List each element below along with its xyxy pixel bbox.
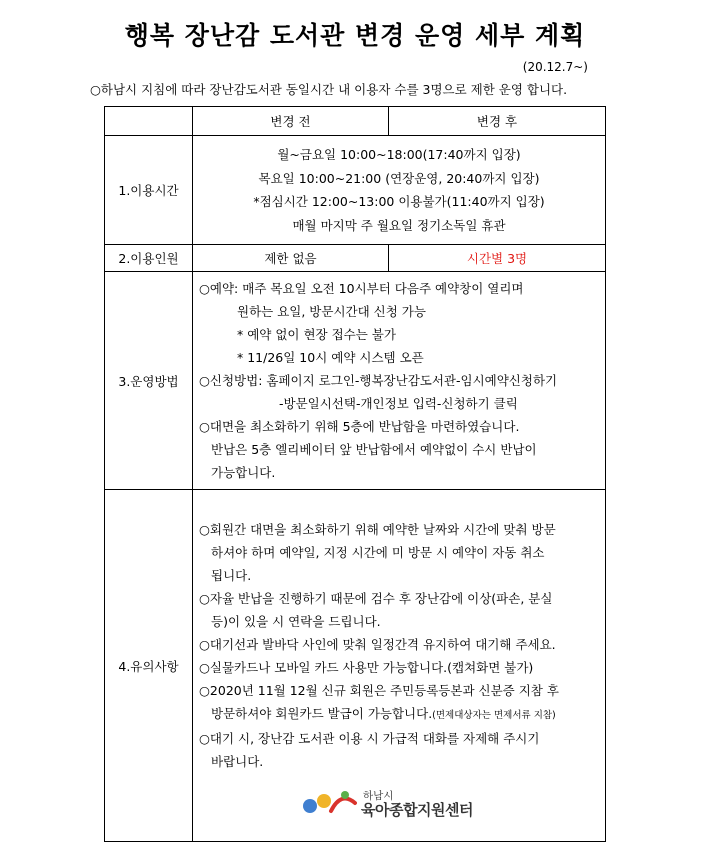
hours-line: 월~금요일 10:00~18:00(17:40까지 입장) <box>277 147 521 162</box>
center-logo-mark-icon <box>301 787 357 819</box>
center-logo <box>199 787 605 819</box>
notes-line: 됩니다. <box>211 568 252 583</box>
document-title: 행복 장난감 도서관 변경 운영 세부 계획 <box>124 21 586 50</box>
notes-line: ○대기선과 발바닥 사인에 맞춰 일정간격 유지하여 대기해 주세요. <box>199 637 556 652</box>
effective-date: (20.12.7~) <box>522 60 588 74</box>
method-line: * 예약 없이 현장 접수는 불가 <box>237 327 396 342</box>
header-blank-cell <box>105 107 193 136</box>
capacity-before: 제한 없음 <box>193 245 389 272</box>
method-line: * 11/26일 10시 예약 시스템 오픈 <box>237 350 424 365</box>
method-line: ○신청방법: 홈페이지 로그인-행복장난감도서관-임시예약신청하기 <box>199 373 558 388</box>
logo-city: 하남시 <box>363 790 394 802</box>
notes-line <box>199 702 605 727</box>
label-hours: 1.이용시간 <box>105 136 193 245</box>
exemption-note: (면제대상자는 면제서류 지참) <box>432 710 556 721</box>
notes-line: ○2020년 11월 12월 신규 회원은 주민등록등본과 신분증 지참 후 <box>199 683 559 698</box>
notes-line: ○회원간 대면을 최소화하기 위해 예약한 날짜와 시간에 맞춰 방문 <box>199 522 556 537</box>
label-capacity: 2.이용인원 <box>105 245 193 272</box>
hours-line: 목요일 10:00~21:00 (연장운영, 20:40까지 입장) <box>258 170 540 186</box>
method-content <box>193 272 606 490</box>
row-hours <box>105 136 606 245</box>
notes-line: 등)이 있을 시 연락을 드립니다. <box>211 614 381 629</box>
hours-content <box>193 136 606 245</box>
header-after: 변경 후 <box>389 107 606 136</box>
notes-line: 바랍니다. <box>211 754 264 769</box>
row-method <box>105 272 606 490</box>
method-line: -방문일시선택-개인정보 입력-신청하기 클릭 <box>279 396 518 411</box>
method-line: 가능합니다. <box>211 465 276 480</box>
row-notes <box>105 490 606 842</box>
notes-line-text: 방문하셔야 회원카드 발급이 가능합니다. <box>211 706 433 721</box>
logo-center-name: 육아종합지원센터 <box>361 801 473 819</box>
hours-line: *점심시간 12:00~13:00 이용불가(11:40까지 입장) <box>253 194 545 209</box>
notice-text: ○하남시 지침에 따라 장난감도서관 동일시간 내 이용자 수를 3명으로 제한 운영 합니다. <box>90 82 568 97</box>
method-line: 원하는 요일, 방문시간대 신청 가능 <box>237 304 426 319</box>
method-line: ○예약: 매주 목요일 오전 10시부터 다음주 예약창이 열리며 <box>199 281 524 296</box>
notes-line: ○자율 반납을 진행하기 때문에 검수 후 장난감에 이상(파손, 분실 <box>199 591 553 606</box>
method-line: ○대면을 최소화하기 위해 5층에 반납함을 마련하였습니다. <box>199 419 520 434</box>
notes-content <box>193 490 606 842</box>
notes-line: ○실물카드나 모바일 카드 사용만 가능합니다.(캡쳐화면 불가) <box>199 660 534 675</box>
plan-table <box>104 106 606 842</box>
header-before: 변경 전 <box>193 107 389 136</box>
notes-line: 하셔야 하며 예약일, 지정 시간에 미 방문 시 예약이 자동 취소 <box>211 545 545 560</box>
hours-line: 매월 마지막 주 월요일 정기소독일 휴관 <box>292 217 506 233</box>
notes-line: ○대기 시, 장난감 도서관 이용 시 가급적 대화를 자제해 주시기 <box>199 731 540 746</box>
header-row <box>105 107 606 136</box>
label-method: 3.운영방법 <box>105 272 193 490</box>
label-notes: 4.유의사항 <box>105 490 193 842</box>
capacity-after: 시간별 3명 <box>389 245 606 272</box>
method-line: 반납은 5층 엘리베이터 앞 반납함에서 예약없이 수시 반납이 <box>211 442 537 457</box>
row-capacity <box>105 245 606 272</box>
